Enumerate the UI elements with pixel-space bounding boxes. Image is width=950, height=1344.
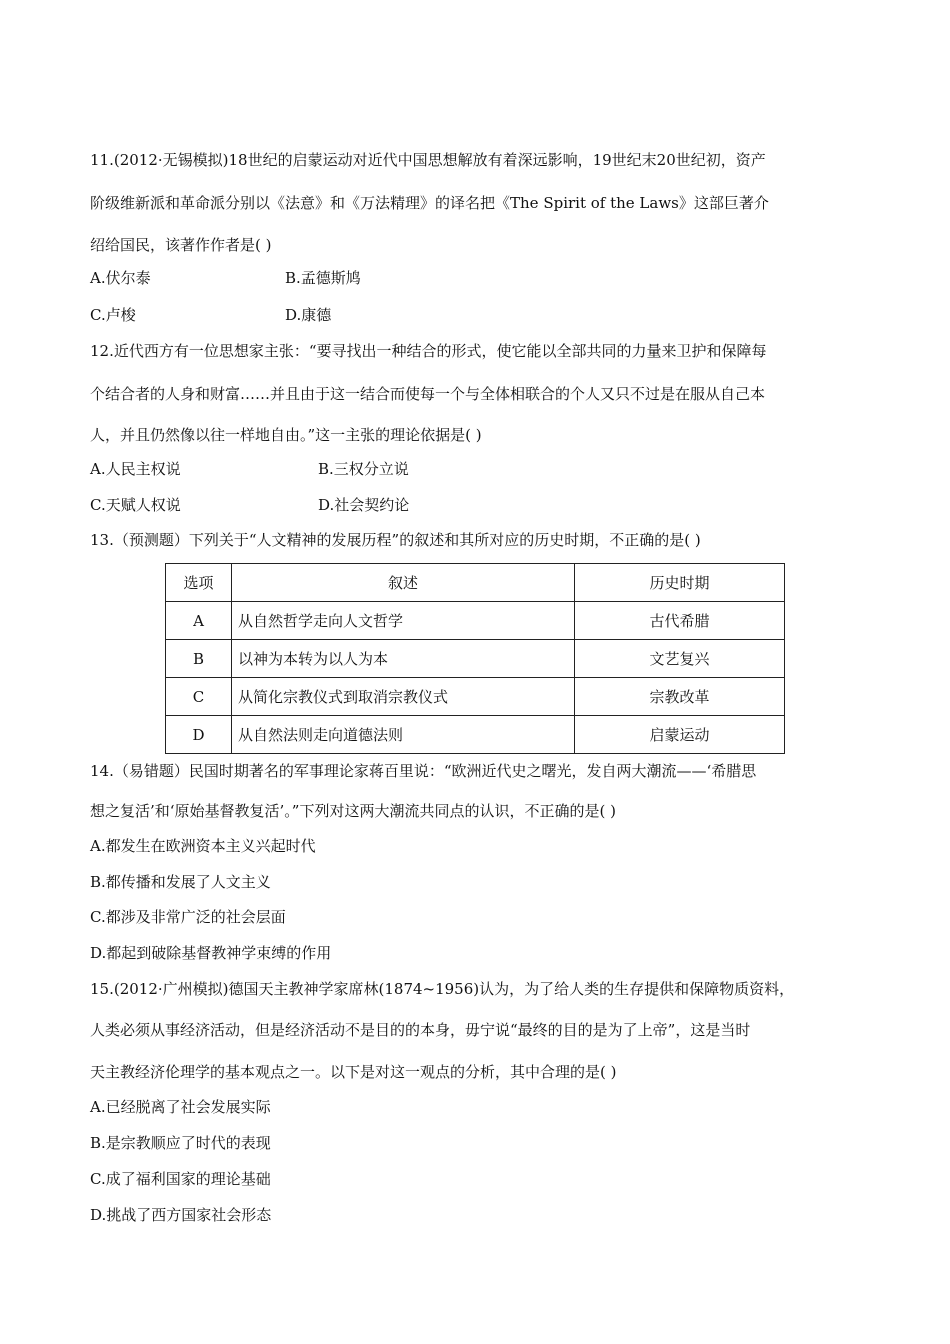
q15-stem-line-2: 人类必须从事经济活动，但是经济活动不是目的的本身，毋宁说“最终的目的是为了上帝”，这是当时 (90, 1021, 751, 1039)
q12-option-a: A.人民主权说 (90, 460, 181, 478)
row-option: D (166, 716, 232, 754)
q14-option-d: D.都起到破除基督教神学束缚的作用 (90, 944, 332, 962)
q12-stem-line-3: 人，并且仍然像以往一样地自由。”这一主张的理论依据是( ) (90, 426, 482, 444)
q12-stem-line-1: 12.近代西方有一位思想家主张：“要寻找出一种结合的形式，使它能以全部共同的力量来卫护和保障每 (90, 342, 767, 360)
row-period: 文艺复兴 (575, 640, 785, 678)
q15-option-a: A.已经脱离了社会发展实际 (90, 1098, 271, 1116)
q12-option-c: C.天赋人权说 (90, 496, 181, 514)
row-period: 宗教改革 (575, 678, 785, 716)
q12-option-b: B.三权分立说 (318, 460, 409, 478)
row-period: 古代希腊 (575, 602, 785, 640)
q15-stem-line-3: 天主教经济伦理学的基本观点之一。以下是对这一观点的分析，其中合理的是( ) (90, 1063, 617, 1081)
table-header-row (166, 564, 785, 602)
row-description: 从自然哲学走向人文哲学 (232, 602, 575, 640)
row-period: 启蒙运动 (575, 716, 785, 754)
q11-option-b: B.孟德斯鸠 (285, 269, 361, 287)
q14-option-b: B.都传播和发展了人文主义 (90, 873, 271, 891)
q11-stem-line-3: 绍给国民，该著作作者是( ) (90, 236, 272, 254)
row-option: B (166, 640, 232, 678)
q11-option-c: C.卢梭 (90, 306, 136, 324)
table-row (166, 602, 785, 640)
q15-option-d: D.挑战了西方国家社会形态 (90, 1206, 272, 1224)
row-description: 从自然法则走向道德法则 (232, 716, 575, 754)
q15-stem-line-1: 15.(2012·广州模拟)德国天主教神学家席林(1874~1956)认为，为了给人类的生存提供和保障物质资料， (90, 980, 795, 998)
header-description: 叙述 (232, 564, 575, 602)
table-row (166, 716, 785, 754)
header-option: 选项 (166, 564, 232, 602)
row-option: C (166, 678, 232, 716)
q12-option-d: D.社会契约论 (318, 496, 410, 514)
row-description: 从简化宗教仪式到取消宗教仪式 (232, 678, 575, 716)
q14-option-a: A.都发生在欧洲资本主义兴起时代 (90, 837, 316, 855)
header-period: 历史时期 (575, 564, 785, 602)
row-option: A (166, 602, 232, 640)
q11-stem-line-2: 阶级维新派和革命派分别以《法意》和《万法精理》的译名把《The Spirit of the Laws》这部巨著介 (90, 194, 769, 212)
q11-stem-line-1: 11.(2012·无锡模拟)18世纪的启蒙运动对近代中国思想解放有着深远影响，19世纪末20世纪初，资产 (90, 151, 766, 169)
q12-stem-line-2: 个结合者的人身和财富……并且由于这一结合而使每一个与全体相联合的个人又只不过是在服从自己本 (90, 385, 766, 403)
q15-option-c: C.成了福利国家的理论基础 (90, 1170, 271, 1188)
q11-option-d: D.康德 (285, 306, 332, 324)
q15-option-b: B.是宗教顺应了时代的表现 (90, 1134, 271, 1152)
q13-table (165, 563, 785, 754)
table-row (166, 678, 785, 716)
q11-option-a: A.伏尔泰 (90, 269, 151, 287)
q13-stem: 13.（预测题）下列关于“人文精神的发展历程”的叙述和其所对应的历史时期，不正确的是( ) (90, 531, 701, 549)
q14-stem-line-1: 14.（易错题）民国时期著名的军事理论家蒋百里说：“欧洲近代史之曙光，发自两大潮流——‘希腊思 (90, 762, 757, 780)
row-description: 以神为本转为以人为本 (232, 640, 575, 678)
q14-stem-line-2: 想之复活’和‘原始基督教复活’。”下列对这两大潮流共同点的认识，不正确的是( ) (90, 802, 616, 820)
q14-option-c: C.都涉及非常广泛的社会层面 (90, 908, 286, 926)
table-row (166, 640, 785, 678)
